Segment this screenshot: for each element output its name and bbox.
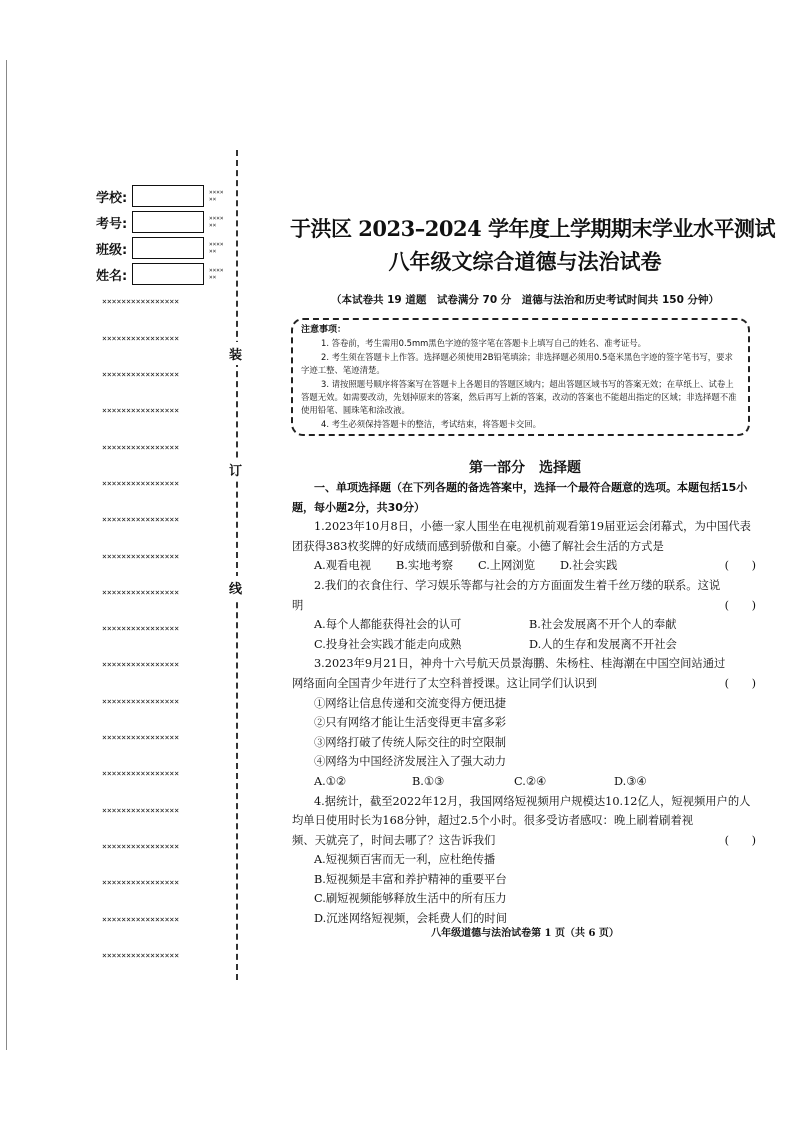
q4-option-d: D.沉迷网络短视频，会耗费人们的时间 xyxy=(314,912,507,926)
answer-paren: ( ) xyxy=(724,676,756,690)
q2-stem: 2.我们的衣食住行、学习娱乐等都与社会的方方面面发生着千丝万缕的联系。这说 xyxy=(314,578,721,592)
q2-option-b: B.社会发展离不开个人的奉献 xyxy=(529,618,677,632)
part-title: 第一部分 选择题 xyxy=(469,460,581,476)
exam-title-line1: 于洪区 2023–2024 学年度上学期期末学业水平测试 xyxy=(290,216,776,241)
q2-stem-end xyxy=(292,596,760,616)
exam-title-line2: 八年级文综合道德与法治试卷 xyxy=(388,249,662,274)
q3-stem-end xyxy=(292,674,760,694)
exam-info: （本试卷共 19 道题 试卷满分 70 分 道德与法治和历史考试时间共 150 分钟） xyxy=(330,294,720,306)
class-input-box[interactable] xyxy=(132,237,204,259)
x-row: ×××××××××××××××× xyxy=(102,334,180,343)
x-row: ×××××××××××××××× xyxy=(102,951,180,960)
binding-dashed-line xyxy=(236,150,238,980)
x-marks: ×××××× xyxy=(209,241,224,255)
x-row: ×××××××××××××××× xyxy=(102,878,180,887)
q3-item: ②只有网络才能让生活变得更丰富多彩 xyxy=(314,716,507,730)
q3-item: ③网络打破了传统人际交往的时空限制 xyxy=(314,735,507,749)
q2-option-c: C.投身社会实践才能走向成熟 xyxy=(314,637,462,651)
x-row: ×××××××××××××××× xyxy=(102,806,180,815)
x-row: ×××××××××××××××× xyxy=(102,697,180,706)
exam-number-field-row xyxy=(96,211,225,233)
exam-number-input-box[interactable] xyxy=(132,211,204,233)
name-input-box[interactable] xyxy=(132,263,204,285)
class-field-row xyxy=(96,237,225,259)
q1-options-row xyxy=(292,556,760,576)
answer-paren: ( ) xyxy=(724,833,756,847)
q1-option-d: D.社会实践 xyxy=(560,559,618,573)
question-area xyxy=(292,478,760,929)
q3-options xyxy=(292,772,760,792)
answer-paren: ( ) xyxy=(724,598,756,612)
q4-option-a: A.短视频百害而无一利，应杜绝传播 xyxy=(314,853,496,867)
q3-stem-tail: 网络面向全国青少年进行了太空科普授课。这让同学们认识到 xyxy=(292,676,598,690)
q4-stem-end xyxy=(292,831,760,851)
q2-option-d: D.人的生存和发展离不开社会 xyxy=(529,637,677,651)
q1-option-a: A.观看电视 xyxy=(314,559,371,573)
x-row: ×××××××××××××××× xyxy=(102,443,180,452)
page-edge-line xyxy=(6,60,7,1050)
x-row: ×××××××××××××××× xyxy=(102,915,180,924)
x-row: ×××××××××××××××× xyxy=(102,624,180,633)
name-field-row xyxy=(96,263,225,285)
exam-number-label: 考号: xyxy=(96,216,128,232)
q1-option-c: C.上网浏览 xyxy=(478,559,536,573)
q3-stem: 3.2023年9月21日，神舟十六号航天员景海鹏、朱杨柱、桂海潮在中国空间站通过 xyxy=(314,657,726,671)
x-marks: ×××××× xyxy=(209,189,224,203)
x-row: ×××××××××××××××× xyxy=(102,515,180,524)
answer-paren: ( ) xyxy=(724,559,756,573)
q1-option-b: B.实地考察 xyxy=(396,559,454,573)
school-label: 学校: xyxy=(96,190,128,206)
name-label: 姓名: xyxy=(96,268,128,284)
x-row: ×××××××××××××××× xyxy=(102,406,180,415)
q2-option-a: A.每个人都能获得社会的认可 xyxy=(314,618,462,632)
notice-item: 3. 请按照题号顺序将答案写在答题卡上各题目的答题区域内；超出答题区域书写的答案无效；在草纸上、试卷上答题无效。如需要改动，先划掉原来的答案，然后再写上新的答案，改动的答案也不能超出指定的区域；非选择题不准使用铅笔、圆珠笔和涂改液。 xyxy=(301,378,737,416)
binding-char-xian: 线 xyxy=(229,576,242,599)
q2-options-row1 xyxy=(292,615,760,635)
x-row: ×××××××××××××××× xyxy=(102,842,180,851)
notice-item: 4. 考生必须保持答题卡的整洁，考试结束，将答题卡交回。 xyxy=(321,418,542,429)
section-heading: 一、单项选择题（在下列各题的备选答案中，选择一个最符合题意的选项。本题包括15小题，每小题2分，共30分） xyxy=(292,481,748,514)
x-row: ×××××××××××××××× xyxy=(102,370,180,379)
x-row: ×××××××××××××××× xyxy=(102,297,180,306)
school-input-box[interactable] xyxy=(132,185,204,207)
q1-options xyxy=(292,556,642,576)
x-row: ×××××××××××××××× xyxy=(102,552,180,561)
school-field-row xyxy=(96,185,225,207)
binding-char-ding: 订 xyxy=(229,458,242,481)
q4-stem-tail: 频、天就亮了，时间去哪了？这告诉我们 xyxy=(292,833,496,847)
x-marks: ×××××× xyxy=(209,215,224,229)
q3-option-b: B.①③ xyxy=(412,774,445,788)
q3-option-a: A.①② xyxy=(314,774,347,788)
x-row: ×××××××××××××××× xyxy=(102,660,180,669)
q3-item: ④网络为中国经济发展注入了强大动力 xyxy=(314,755,507,769)
q3-option-d: D.③④ xyxy=(614,774,647,788)
q4-option-b: B.短视频是丰富和养护精神的重要平台 xyxy=(314,872,507,886)
q3-item: ①网络让信息传递和交流变得方便迅捷 xyxy=(314,696,507,710)
class-label: 班级: xyxy=(96,242,128,258)
notice-title: 注意事项： xyxy=(301,325,347,335)
x-marks: ×××××× xyxy=(209,267,224,281)
q1-stem: 1.2023年10月8日，小德一家人围坐在电视机前观看第19届亚运会闭幕式，为中国代表团获得383枚奖牌的好成绩而感到骄傲和自豪。小德了解社会生活的方式是 xyxy=(292,520,751,553)
q4-stem: 4.据统计，截至2022年12月，我国网络短视频用户规模达10.12亿人，短视频用户的人均单日使用时长为168分钟，超过2.5个小时。很多受访者感叹：晚上刷着刷着视 xyxy=(292,794,751,828)
q2-options-row2 xyxy=(292,635,760,655)
q2-stem-tail: 明 xyxy=(292,598,304,612)
x-row: ×××××××××××××××× xyxy=(102,479,180,488)
x-row: ×××××××××××××××× xyxy=(102,733,180,742)
binding-char-zhuang: 装 xyxy=(229,342,242,365)
q3-option-c: C.②④ xyxy=(514,774,547,788)
q4-option-c: C.刷短视频能够释放生活中的所有压力 xyxy=(314,892,507,906)
notice-item: 2. 考生须在答题卡上作答。选择题必须使用2B铅笔填涂；非选择题必须用0.5毫米黑色字迹的签字笔书写，要求字迹工整、笔迹清楚。 xyxy=(301,351,733,376)
notice-box xyxy=(291,318,750,436)
notice-item: 1. 答卷前，考生需用0.5mm黑色字迹的签字笔在答题卡上填写自己的姓名、准考证号。 xyxy=(321,338,647,349)
page-footer: 八年级道德与法治试卷第 1 页（共 6 页） xyxy=(431,928,619,939)
x-row: ×××××××××××××××× xyxy=(102,588,180,597)
x-row: ×××××××××××××××× xyxy=(102,769,180,778)
